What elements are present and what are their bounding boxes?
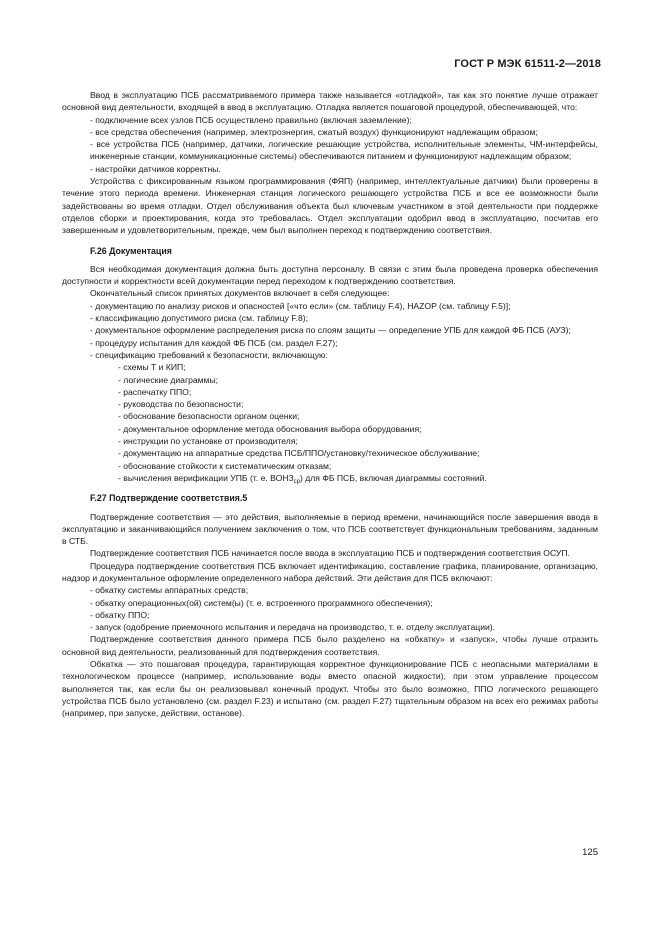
paragraph: Подтверждение соответствия ПСБ начинается после ввода в эксплуатацию ПСБ и подтверждения соответствия ОСУП. (90, 548, 570, 559)
sub-list-item (62, 472, 598, 484)
paragraph: Процедура подтверждение соответствия ПСБ включает идентификацию, составление графика, планирование, организацию, надзор и документальное оформление определенного набора действий. Эти действия для ПСБ включают: (62, 560, 598, 583)
list-text: - вычисления верификации УПБ (т. е. ВОНЗ (118, 472, 294, 483)
sub-list-item: - логические диаграммы; (118, 374, 219, 385)
list-item: - спецификацию требований к безопасности, включающую: (90, 349, 328, 360)
sub-list-item: - распечатку ППО; (118, 386, 192, 397)
list-item: - подключение всех узлов ПСБ осуществлено правильно (включая заземление); (90, 114, 412, 125)
sub-list-item: - схемы Т и КИП; (118, 362, 186, 373)
sub-list-item: - документацию на аппаратные средства ПСБ/ППО/установку/техническое обслуживание; (118, 448, 480, 459)
sub-list-item: - обоснование безопасности органом оценки; (118, 411, 300, 422)
paragraph: Обкатка — это пошаговая процедура, гарантирующая корректное функционирование ПСБ с неопасными материалами в технологическом процессе (например, использование воды вместо опасной жидкости), при этом управление процессом выполняется так, как если бы он реализовывал конечный продукт. Чтобы это было возможно, ППО логического решающего устройства ПСБ было установлено (см. раздел F.23) и испытано (см. раздел F.27) тщательным образом на всех его режимах работы (например, при запуске, действии, останове). (62, 659, 598, 719)
paragraph: Вся необходимая документация должна быть доступна персоналу. В связи с этим была проведена проверка обеспечения доступности и корректности всей документации перед переходом к подтверждению соответствия. (62, 263, 598, 287)
subscript: ср (293, 478, 300, 485)
sub-list-item: - руководства по безопасности; (118, 399, 244, 410)
sub-list-item: - обоснование стойкости к систематическим отказам; (118, 460, 332, 471)
section-heading-f26: F.26 Документация (90, 245, 172, 256)
list-item: - документальное оформление распределения риска по слоям защиты — определение УПБ для каждой ФБ ПСБ (АУЗ); (90, 325, 571, 336)
list-item: - обкатку системы аппаратных средств; (90, 585, 249, 596)
list-text: ) для ФБ ПСБ, включая диаграммы состояний. (300, 472, 487, 483)
list-item: - настройки датчиков корректны. (90, 163, 221, 174)
list-item: - запуск (одобрение приемочного испытания и передача на производство, т. е. отделу эксплуатации). (90, 622, 496, 633)
document-code-header: ГОСТ Р МЭК 61511-2—2018 (454, 58, 601, 70)
section-heading-f27: F.27 Подтверждение соответствия.5 (90, 493, 248, 504)
page-body (62, 89, 598, 720)
page-number: 125 (582, 847, 598, 858)
paragraph: Подтверждение соответствия данного примера ПСБ было разделено на «обкатку» и «запуск», чтобы лучше отразить основной вид деятельности, реализованный для подтверждения соответствия. (62, 634, 598, 657)
list-item: - обкатку операционных(ой) систем(ы) (т. е. встроенного программного обеспечения); (90, 597, 433, 608)
paragraph: Ввод в эксплуатацию ПСБ рассматриваемого примера также называется «отладкой», так как это понятие лучше отражает основной вид деятельности, входящей в ввод в эксплуатацию. Отладка является пошаговой процедурой, обеспечивающей, что: (62, 90, 598, 113)
list-item: - все устройства ПСБ (например, датчики, логические решающие устройства, исполнительные элементы, ЧМ-интерфейсы, инженерные станции, коммуникационные системы) обеспечиваются питанием и функционируют надлежащим образом; (90, 139, 598, 162)
list-item: - процедуру испытания для каждой ФБ ПСБ (см. раздел F.27); (90, 337, 338, 348)
list-item: - все средства обеспечения (например, электроэнергия, сжатый воздух) функционируют надлежащим образом; (90, 126, 538, 137)
list-item: - классификацию допустимого риска (см. таблицу F.8); (90, 313, 309, 324)
sub-list-item: - документальное оформление метода обоснования выбора оборудования; (118, 423, 422, 434)
list-item: - обкатку ППО; (90, 609, 150, 620)
paragraph: Окончательный список принятых документов включает в себя следующее: (90, 288, 390, 299)
sub-list-item: - инструкции по установке от производителя; (118, 436, 298, 447)
list-item: - документацию по анализу рисков и опасностей [«что если» (см. таблицу F.4), HAZOP (см. таблицу F.5)]; (90, 300, 511, 311)
paragraph: Устройства с фиксированным языком программирования (ФЯП) (например, интеллектуальные датчики) были проверены в течение этого периода времени. Инженерная станция логического решающего устройства ПСБ и все ее возможности были задействованы во время отладки. Отдел обслуживания объекта был ключевым участником в этой деятельности при поддержке отделов сборки и проектирования, когда это требовалась. Отдел эксплуатации одобрил ввод в эксплуатацию, посчитав его завершенным и удовлетворительным, прежде, чем был выполнен переход к подтверждению соответствия. (62, 176, 598, 236)
paragraph: Подтверждение соответствия — это действия, выполняемые в период времени, начинающийся после завершения ввода в эксплуатацию и заканчивающийся получением заключения о том, что ПСБ соответствует функциональным требованиям, заданным в СТБ. (62, 511, 598, 547)
